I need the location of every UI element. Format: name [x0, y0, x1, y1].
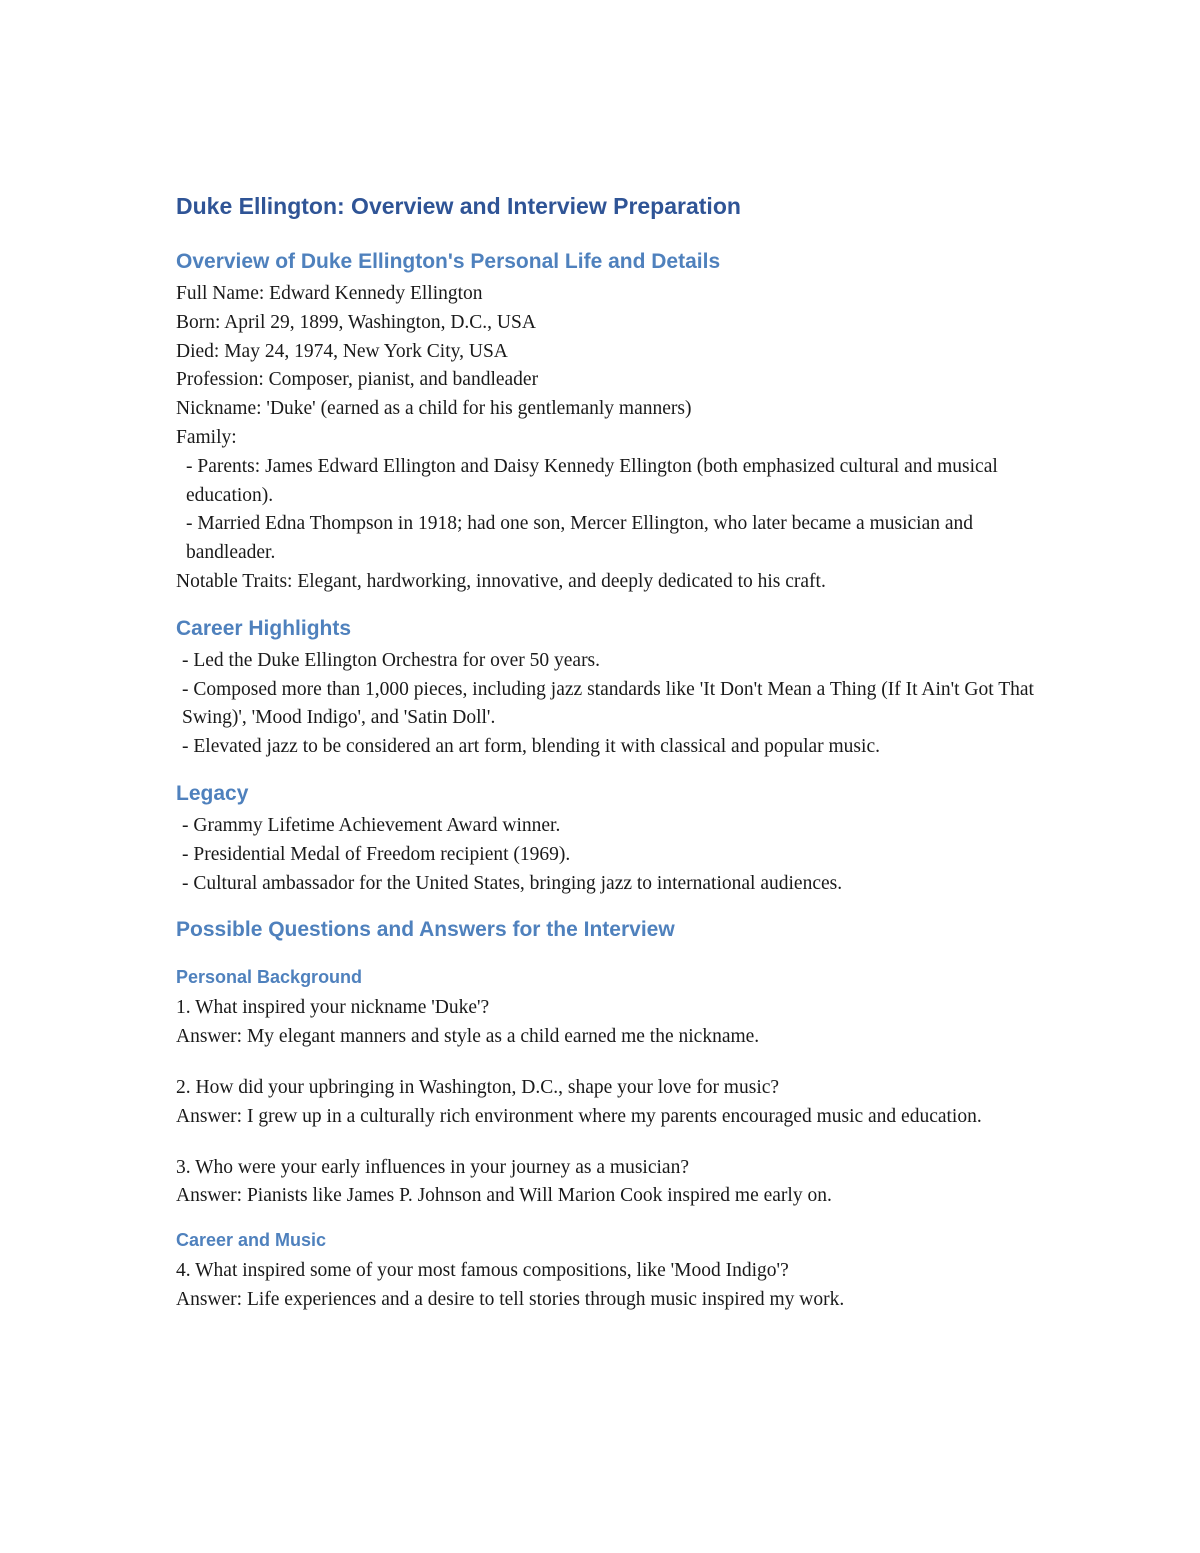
born-line: Born: April 29, 1899, Washington, D.C., USA [176, 311, 536, 333]
overview-heading: Overview of Duke Ellington's Personal Life and Details [176, 250, 721, 273]
career-music-heading: Career and Music [176, 1230, 327, 1251]
question: 4. What inspired some of your most famous compositions, like 'Mood Indigo'? [176, 1260, 789, 1282]
qa-item [176, 1154, 1036, 1212]
question: 3. Who were your early influences in your journey as a musician? [176, 1156, 689, 1178]
legacy-item: - Cultural ambassador for the United States, bringing jazz to international audiences. [182, 872, 843, 894]
career-item: - Led the Duke Ellington Orchestra for over 50 years. [182, 649, 601, 671]
career-heading: Career Highlights [176, 616, 352, 640]
answer: Answer: Life experiences and a desire to tell stories through music inspired my work. [176, 1288, 845, 1310]
family-parents-line: - Parents: James Edward Ellington and Daisy Kennedy Ellington (both emphasized cultural and musical education). [186, 455, 998, 506]
qa-item [176, 1074, 1036, 1132]
interview-heading: Possible Questions and Answers for the Interview [176, 918, 675, 942]
family-label: Family: [176, 426, 237, 448]
document-page [176, 186, 1036, 1315]
legacy-heading: Legacy [176, 781, 249, 805]
died-line: Died: May 24, 1974, New York City, USA [176, 340, 508, 362]
family-married-line: - Married Edna Thompson in 1918; had one son, Mercer Ellington, who later became a musician and bandleader. [186, 513, 974, 564]
answer: Answer: Pianists like James P. Johnson and Will Marion Cook inspired me early on. [176, 1185, 832, 1207]
question: 2. How did your upbringing in Washington, D.C., shape your love for music? [176, 1076, 780, 1098]
document-title: Duke Ellington: Overview and Interview Preparation [176, 193, 741, 219]
career-item: - Composed more than 1,000 pieces, including jazz standards like 'It Don't Mean a Thing (If It Ain't Got That Swing)', 'Mood Indigo', and 'Satin Doll'. [182, 678, 1034, 729]
qa-item [176, 1257, 1036, 1315]
answer: Answer: My elegant manners and style as a child earned me the nickname. [176, 1026, 760, 1048]
nickname-line: Nickname: 'Duke' (earned as a child for his gentlemanly manners) [176, 398, 692, 420]
profession-line: Profession: Composer, pianist, and bandleader [176, 369, 539, 391]
qa-item [176, 994, 1036, 1052]
career-item: - Elevated jazz to be considered an art form, blending it with classical and popular music. [182, 736, 880, 758]
traits-line: Notable Traits: Elegant, hardworking, innovative, and deeply dedicated to his craft. [176, 570, 826, 592]
legacy-item: - Grammy Lifetime Achievement Award winner. [182, 814, 561, 836]
legacy-item: - Presidential Medal of Freedom recipient (1969). [182, 843, 571, 865]
question: 1. What inspired your nickname 'Duke'? [176, 997, 490, 1019]
personal-background-heading: Personal Background [176, 967, 363, 988]
answer: Answer: I grew up in a culturally rich environment where my parents encouraged music and education. [176, 1105, 982, 1127]
full-name-line: Full Name: Edward Kennedy Ellington [176, 283, 483, 304]
